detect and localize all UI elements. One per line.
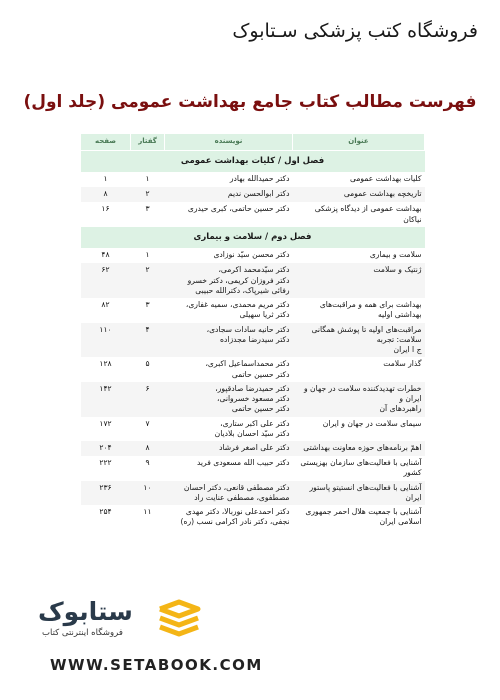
document-title: فهرست مطالب کتاب جامع بهداشت عمومی (جلد اول) [23,92,477,112]
toc-row [81,248,425,263]
toc-entry-author: دکتر مصطفی قانعی، دکتر احسان مصطفوی، مصطفی عنایت راد [165,481,293,506]
toc-entry-page: ۱ [81,172,131,187]
toc-row [81,357,425,382]
toc-body [81,151,425,530]
toc-entry-title: آشنایی با جمعیت هلال احمر جمهوری اسلامی ایران [293,505,425,530]
section-heading: فصل اول / کلیات بهداشت عمومی [81,151,425,173]
toc-entry-page: ۲۵۴ [81,505,131,530]
toc-entry-chapter: ۱۰ [131,481,165,506]
toc-row [81,382,425,417]
toc-entry-page: ۱۷۲ [81,417,131,442]
toc-table [80,133,425,530]
toc-entry-author: دکتر حبیب الله مسعودی فرید [165,456,293,481]
site-url: WWW.SETABOOK.COM [50,656,263,674]
toc-entry-author: دکتر حانیه سادات سجادی، دکتر سیدرضا مجدزاده [165,323,293,358]
toc-entry-author: دکتر حمیدالله بهادر [165,172,293,187]
column-header-author: نویسنده [165,134,293,151]
toc-entry-title: بهداشت عمومی از دیدگاه پزشکی نیاکان [293,202,425,227]
toc-row [81,441,425,456]
toc-entry-title: ژنتیک و سلامت [293,263,425,298]
toc-entry-chapter: ۳ [131,202,165,227]
toc-entry-author: دکتر علی اصغر فرشاد [165,441,293,456]
toc-entry-author: دکتر ابوالحسن ندیم [165,187,293,202]
section-heading: فصل دوم / سلامت و بیماری [81,227,425,248]
toc-entry-author: دکتر حمیدرضا صادقپور، دکتر مسعود خسروانی، دکتر حسین حاتمی [165,382,293,417]
section-heading-row [81,227,425,248]
toc-entry-title: خطرات تهدیدکننده سلامت در جهان و ایران و راهبردهای آن [293,382,425,417]
toc-entry-page: ۲۰۴ [81,441,131,456]
logo-tagline: فروشگاه اینترنتی کتاب [42,628,123,638]
logo-wordmark: ستابوک [38,597,133,626]
toc-row [81,172,425,187]
toc-entry-page: ۸۲ [81,298,131,323]
toc-entry-author: دکتر حسین حاتمی، کبری حیدری [165,202,293,227]
toc-header-row [81,134,425,151]
toc-row [81,202,425,227]
toc-entry-page: ۲۳۶ [81,481,131,506]
toc-entry-title: گذار سلامت [293,357,425,382]
toc-entry-chapter: ۱ [131,248,165,263]
toc-entry-author: دکتر سیّدمحمد اکرمی، دکتر فروزان کریمی، دکتر خسرو رفائی شیرپاک، دکترالله حبیبی [165,263,293,298]
toc-entry-author: دکتر مریم محمدی، سمیه غفاری، دکتر ثریا سهیلی [165,298,293,323]
toc-entry-chapter: ۳ [131,298,165,323]
toc-entry-chapter: ۹ [131,456,165,481]
toc-row [81,187,425,202]
store-title: فروشگاه کتب پزشکی سـتابوک [232,20,478,42]
toc-entry-author: دکتر محمداسماعیل اکبری، دکتر حسین حاتمی [165,357,293,382]
toc-entry-title: بهداشت برای همه و مراقبت‌های بهداشتی اولیه [293,298,425,323]
toc-entry-chapter: ۵ [131,357,165,382]
toc-entry-page: ۶۲ [81,263,131,298]
column-header-page: صفحه [81,134,131,151]
toc-entry-page: ۱۲۸ [81,357,131,382]
toc-row [81,505,425,530]
section-heading-row [81,151,425,173]
toc-entry-title: آشنایی با فعالیت‌های سازمان بهزیستی کشور [293,456,425,481]
toc-row [81,417,425,442]
toc-entry-chapter: ۲ [131,263,165,298]
toc-entry-title: کلیات بهداشت عمومی [293,172,425,187]
column-header-title: عنوان [293,134,425,151]
toc-entry-page: ۲۲۲ [81,456,131,481]
toc-entry-author: دکتر علی اکبر ستاری، دکتر سیّد احسان بلادیان [165,417,293,442]
logo-mark-icon [156,599,202,641]
column-header-chapter: گفتار [131,134,165,151]
toc-row [81,323,425,358]
toc-entry-chapter: ۸ [131,441,165,456]
toc-entry-author: دکتر محسن سیّد نوزادی [165,248,293,263]
toc-entry-page: ۸ [81,187,131,202]
toc-entry-title: مراقبت‌های اولیه تا پوشش همگانی سلامت: تجربه ج ا ایران [293,323,425,358]
toc-entry-chapter: ۷ [131,417,165,442]
toc-entry-title: اهمّ برنامه‌های حوزه معاونت بهداشتی [293,441,425,456]
toc-row [81,481,425,506]
toc-entry-chapter: ۴ [131,323,165,358]
toc-row [81,263,425,298]
toc-entry-chapter: ۲ [131,187,165,202]
toc-row [81,298,425,323]
toc-entry-title: تاریخچه بهداشت عمومی [293,187,425,202]
toc-entry-page: ۱۱۰ [81,323,131,358]
toc-entry-chapter: ۶ [131,382,165,417]
toc-entry-title: سیمای سلامت در جهان و ایران [293,417,425,442]
toc-entry-page: ۱۴۲ [81,382,131,417]
toc-entry-page: ۴۸ [81,248,131,263]
setabook-logo [38,597,208,643]
toc-entry-author: دکتر احمدعلی نوربالا، دکتر مهدی نجفی، دکتر نادر اکرامی نسب (ره) [165,505,293,530]
toc-entry-title: سلامت و بیماری [293,248,425,263]
toc-entry-chapter: ۱۱ [131,505,165,530]
toc-entry-page: ۱۶ [81,202,131,227]
toc-entry-chapter: ۱ [131,172,165,187]
toc-row [81,456,425,481]
toc-entry-title: آشنایی با فعالیت‌های انستیتو پاستور ایران [293,481,425,506]
